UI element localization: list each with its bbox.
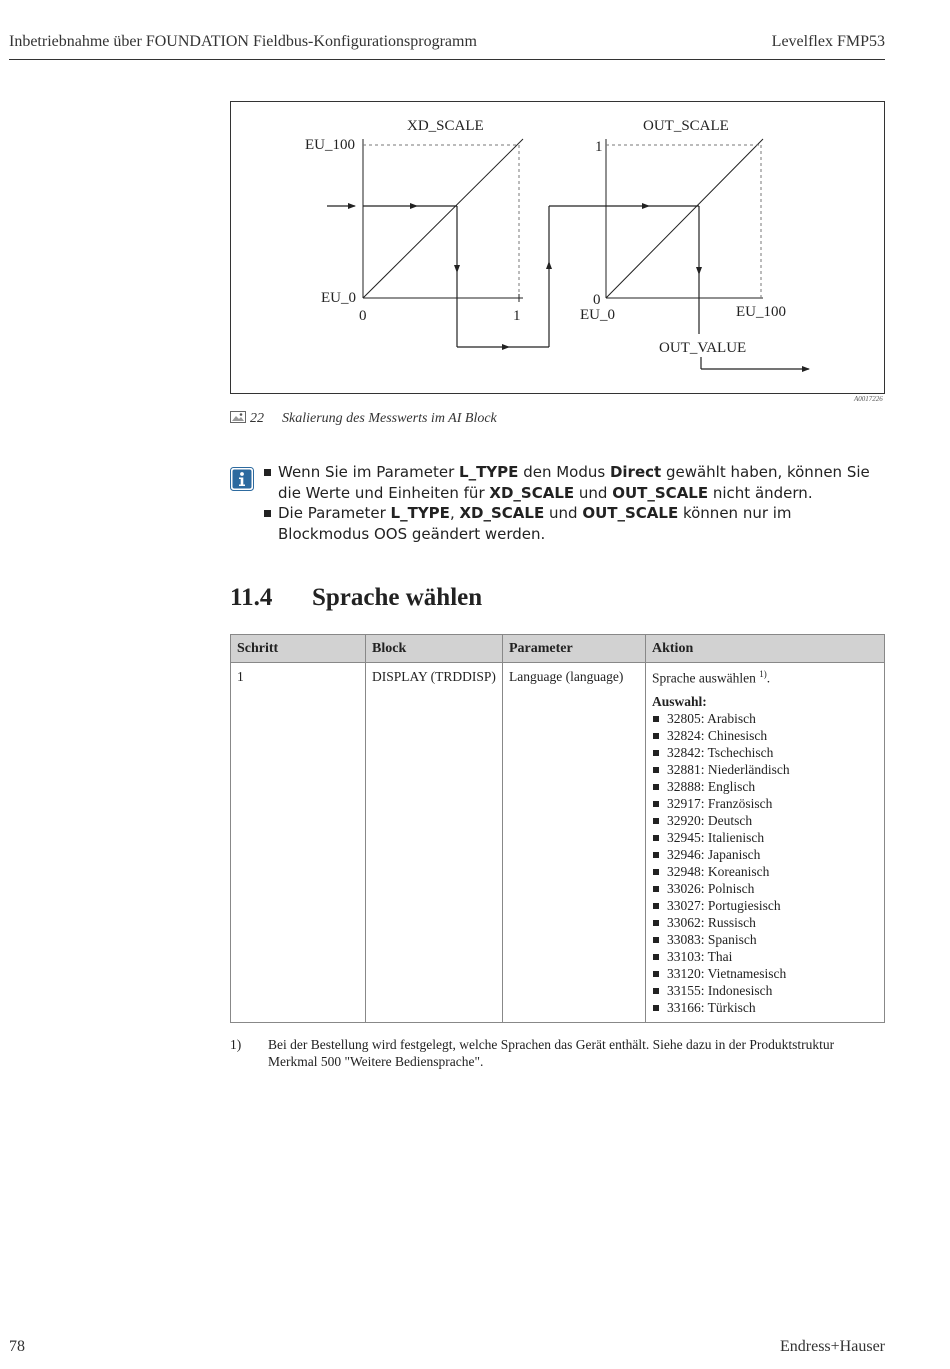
- cell-aktion: [646, 663, 885, 1023]
- list-item: 32945: Italienisch: [652, 829, 878, 846]
- header-product: Levelflex FMP53: [771, 33, 885, 50]
- label-one-right: 1: [595, 139, 603, 155]
- section-heading: Sprache wählen: [312, 584, 483, 611]
- list-item: 33103: Thai: [652, 948, 878, 965]
- page-number: 78: [9, 1338, 25, 1355]
- label-out-scale: OUT_SCALE: [643, 118, 729, 134]
- header-parameter: Parameter: [503, 635, 646, 663]
- header-block: Block: [366, 635, 503, 663]
- label-eu100-right: EU_100: [736, 304, 786, 320]
- list-item: 32824: Chinesisch: [652, 727, 878, 744]
- section-title: [230, 584, 482, 612]
- header-aktion: Aktion: [646, 635, 885, 663]
- section-number: 11.4: [230, 584, 273, 611]
- label-zero-left: 0: [359, 308, 367, 324]
- footnote: [230, 1036, 885, 1070]
- list-item: 32805: Arabisch: [652, 710, 878, 727]
- figure-code: A0017226: [854, 395, 883, 403]
- list-item: 33027: Portugiesisch: [652, 897, 878, 914]
- list-item: 33083: Spanisch: [652, 931, 878, 948]
- footnote-text: Bei der Bestellung wird festgelegt, welche Sprachen das Gerät enthält. Siehe dazu in der Produktstruktur Merkmal 500 "Weitere Bediensprache".: [268, 1037, 835, 1069]
- footnote-ref[interactable]: 1): [759, 669, 767, 679]
- note-item-1: Wenn Sie im Parameter L_TYPE den Modus Direct gewählt haben, können Sie die Werte und Einheiten für XD_SCALE und OUT_SCALE nicht ändern.: [264, 462, 884, 503]
- out-diagonal: [606, 139, 763, 298]
- footer-brand: Endress+Hauser: [780, 1338, 885, 1355]
- list-item: 32881: Niederländisch: [652, 761, 878, 778]
- list-item: 33155: Indonesisch: [652, 982, 878, 999]
- list-item: 33026: Polnisch: [652, 880, 878, 897]
- figure-caption-text: Skalierung des Messwerts im AI Block: [282, 411, 497, 426]
- list-item: 32842: Tschechisch: [652, 744, 878, 761]
- table-row: [231, 663, 885, 1023]
- header-schritt: Schritt: [231, 635, 366, 663]
- list-item: 33120: Vietnamesisch: [652, 965, 878, 982]
- header-rule: [9, 59, 885, 60]
- scaling-diagram-svg: [231, 102, 886, 395]
- xd-scale-chart: [363, 139, 523, 302]
- figure-number: 22: [250, 411, 264, 426]
- language-options: [652, 710, 878, 1016]
- cell-block: DISPLAY (TRDDISP): [366, 663, 503, 1023]
- cell-parameter: Language (language): [503, 663, 646, 1023]
- note-item-2: Die Parameter L_TYPE, XD_SCALE und OUT_SCALE können nur im Blockmodus OOS geändert werden.: [264, 503, 884, 544]
- label-one-left: 1: [513, 308, 521, 324]
- list-item: 32920: Deutsch: [652, 812, 878, 829]
- action-text: Sprache auswählen $^{1)}$.: [652, 669, 771, 686]
- language-table: [230, 634, 885, 1023]
- table-header-row: [231, 635, 885, 663]
- auswahl-label: Auswahl:: [652, 693, 707, 709]
- figure-caption: [230, 411, 497, 427]
- scaling-diagram: [230, 101, 885, 394]
- bullet-icon: [264, 510, 271, 517]
- header-title: Inbetriebnahme über FOUNDATION Fieldbus-Konfigurationsprogramm: [9, 33, 477, 50]
- list-item: 32948: Koreanisch: [652, 863, 878, 880]
- cell-schritt: 1: [231, 663, 366, 1023]
- footnote-number: 1): [230, 1037, 242, 1052]
- list-item: 32888: Englisch: [652, 778, 878, 795]
- label-zero-right: 0: [593, 292, 601, 308]
- bullet-icon: [264, 469, 271, 476]
- label-out-value: OUT_VALUE: [659, 340, 747, 356]
- xd-diagonal: [363, 139, 523, 298]
- info-icon: [230, 467, 254, 491]
- out-scale-chart: [606, 139, 763, 298]
- label-eu100-left: EU_100: [305, 137, 355, 153]
- list-item: 32917: Französisch: [652, 795, 878, 812]
- image-icon: [230, 411, 246, 423]
- list-item: 32946: Japanisch: [652, 846, 878, 863]
- list-item: 33166: Türkisch: [652, 999, 878, 1016]
- label-eu0-left: EU_0: [321, 290, 356, 306]
- label-xd-scale: XD_SCALE: [407, 118, 484, 134]
- list-item: 33062: Russisch: [652, 914, 878, 931]
- label-eu0-right: EU_0: [580, 307, 615, 323]
